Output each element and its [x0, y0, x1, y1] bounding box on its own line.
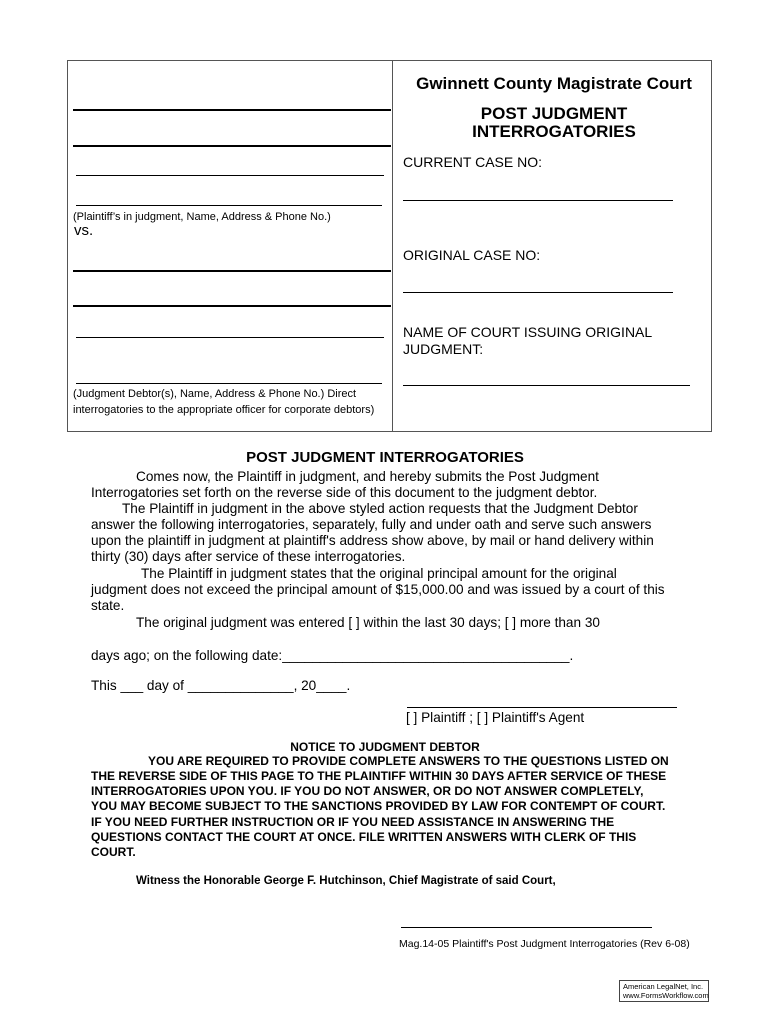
publisher-url: www.FormsWorkflow.com	[623, 991, 709, 1000]
form-title-line2: INTERROGATORIES	[472, 122, 636, 141]
debtor-city-line[interactable]	[76, 337, 384, 338]
notice-line: YOU ARE REQUIRED TO PROVIDE COMPLETE ANSWERS TO THE QUESTIONS LISTED ON	[148, 754, 669, 768]
body-line: state.	[91, 598, 125, 613]
notice-line: COURT.	[91, 845, 136, 859]
body-line: The Plaintiff in judgment in the above styled action requests that the Judgment Debtor	[122, 501, 638, 516]
versus-label: vs.	[74, 222, 94, 239]
issuing-court-field[interactable]	[403, 385, 690, 386]
body-line: upon the plaintiff in judgment at plaintiff's address show above, by mail or hand delivery within	[91, 533, 654, 548]
signer-options[interactable]: [ ] Plaintiff ; [ ] Plaintiff's Agent	[406, 710, 585, 725]
magistrate-signature-line[interactable]	[401, 927, 652, 928]
notice-line: QUESTIONS CONTACT THE COURT AT ONCE. FILE WRITTEN ANSWERS WITH CLERK OF THIS	[91, 830, 637, 844]
issuing-court-label-line2: JUDGMENT:	[403, 341, 484, 357]
debtor-name-line[interactable]	[73, 270, 391, 272]
notice-line: INTERROGATORIES UPON YOU. IF YOU DO NOT ANSWER, OR DO NOT ANSWER COMPLETELY,	[91, 784, 644, 798]
body-line: judgment does not exceed the principal amount of $15,000.00 and was issued by a court of this	[91, 582, 665, 597]
plaintiff-caption: (Plaintiff’s in judgment, Name, Address & Phone No.)	[73, 211, 331, 223]
current-case-field[interactable]	[403, 200, 673, 201]
form-title-line1: POST JUDGMENT	[480, 104, 628, 123]
original-case-field[interactable]	[403, 292, 673, 293]
debtor-caption-line2: interrogatories to the appropriate officer for corporate debtors)	[73, 404, 375, 416]
caption-divider	[392, 60, 393, 432]
body-line: answer the following interrogatories, separately, fully and under oath and serve such answers	[91, 517, 652, 532]
publisher-name: American LegalNet, Inc.	[623, 982, 704, 991]
issuing-court-label-line1: NAME OF COURT ISSUING ORIGINAL	[403, 324, 653, 340]
plaintiff-phone-line[interactable]	[76, 205, 382, 206]
notice-line: THE REVERSE SIDE OF THIS PAGE TO THE PLAINTIFF WITHIN 30 DAYS AFTER SERVICE OF THESE	[91, 769, 667, 783]
form-id: Mag.14-05 Plaintiff's Post Judgment Interrogatories (Rev 6-08)	[399, 938, 690, 950]
plaintiff-city-line[interactable]	[76, 175, 384, 176]
section-title: POST JUDGMENT INTERROGATORIES	[246, 449, 524, 466]
notice-line: YOU MAY BECOME SUBJECT TO THE SANCTIONS PROVIDED BY LAW FOR CONTEMPT OF COURT.	[91, 799, 666, 813]
notice-line: IF YOU NEED FURTHER INSTRUCTION OR IF YOU NEED ASSISTANCE IN ANSWERING THE	[91, 815, 615, 829]
body-line: Interrogatories set forth on the reverse side of this document to the judgment debtor.	[91, 485, 598, 500]
plaintiff-name-line[interactable]	[73, 109, 391, 111]
notice-title: NOTICE TO JUDGMENT DEBTOR	[290, 740, 480, 754]
signature-line[interactable]	[407, 707, 677, 708]
body-line: The Plaintiff in judgment states that the original principal amount for the original	[141, 566, 617, 581]
debtor-caption-line1: (Judgment Debtor(s), Name, Address & Phone No.) Direct	[73, 388, 357, 400]
original-case-label: ORIGINAL CASE NO:	[403, 247, 541, 263]
court-name: Gwinnett County Magistrate Court	[416, 74, 692, 93]
judgment-date-line[interactable]: days ago; on the following date:______________________________________.	[91, 648, 574, 663]
body-line: Comes now, the Plaintiff in judgment, and hereby submits the Post Judgment	[136, 469, 599, 484]
plaintiff-address-line[interactable]	[73, 145, 391, 147]
debtor-address-line[interactable]	[73, 305, 391, 307]
body-line: thirty (30) days after service of these interrogatories.	[91, 549, 406, 564]
publisher-stamp	[619, 980, 709, 1002]
witness-line: Witness the Honorable George F. Hutchinson, Chief Magistrate of said Court,	[136, 875, 556, 887]
debtor-phone-line[interactable]	[76, 383, 382, 384]
current-case-label: CURRENT CASE NO:	[403, 154, 542, 170]
original-entered-line[interactable]: The original judgment was entered [ ] within the last 30 days; [ ] more than 30	[136, 615, 600, 630]
dated-line[interactable]: This ___ day of ______________, 20____.	[91, 678, 351, 693]
